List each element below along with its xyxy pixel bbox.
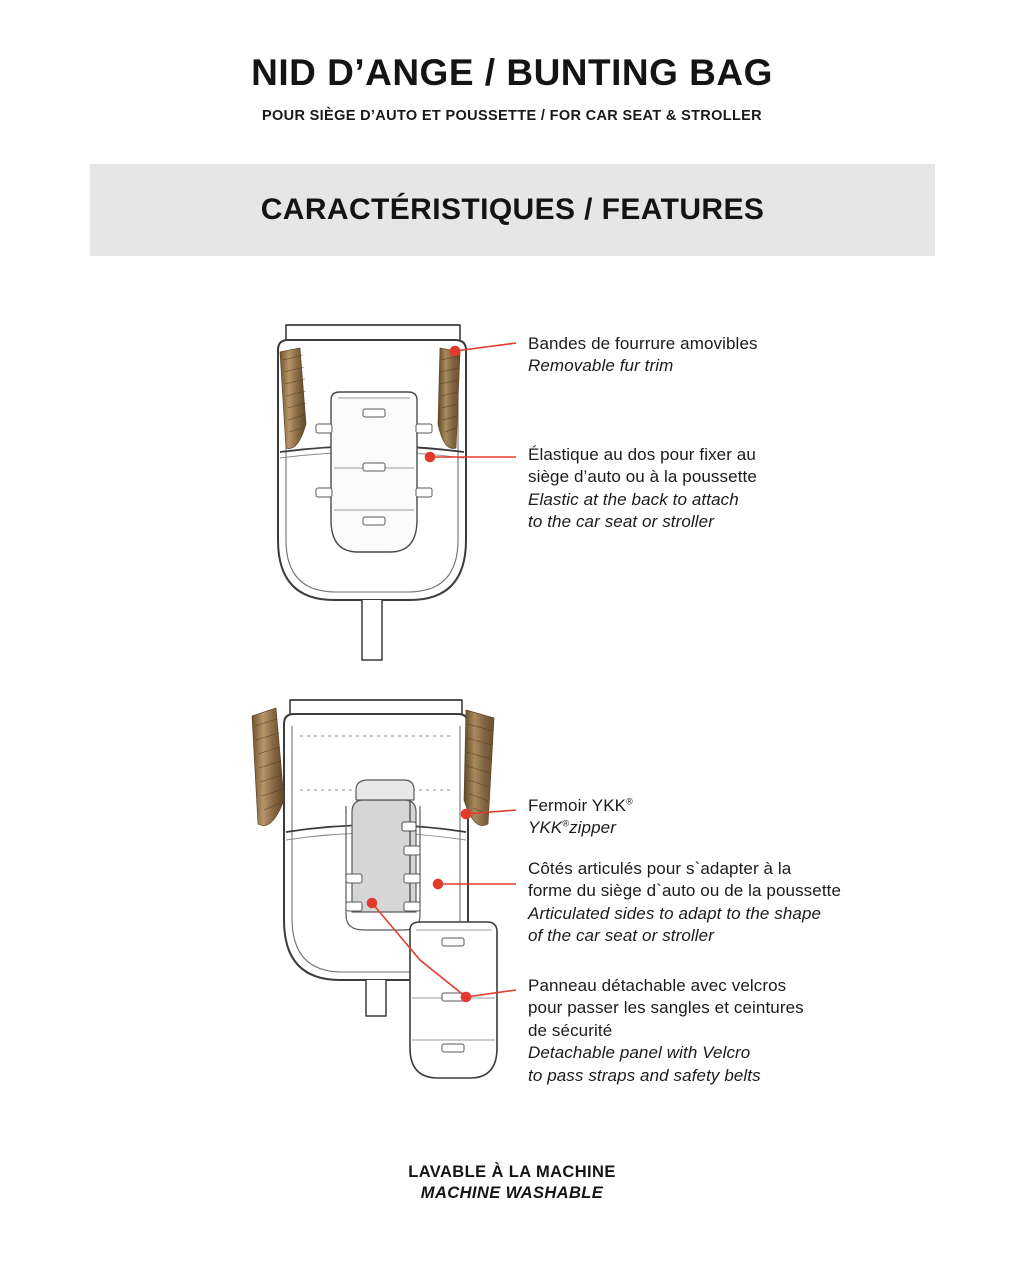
callout-zipper-en-row <box>528 817 848 839</box>
callout-zipper-fr-row <box>528 795 848 817</box>
callout-ykk-zipper <box>528 795 848 840</box>
callout-panel-fr-2: pour passer les sangles et ceintures <box>528 998 804 1018</box>
bunting-bag-front-illustration <box>278 325 466 660</box>
footer-care-fr: LAVABLE À LA MACHINE <box>408 1163 616 1181</box>
fur-trim-left-open <box>252 708 284 826</box>
callout-panel-fr-1: Panneau détachable avec velcros <box>528 976 787 995</box>
callout-elastic-en-1: Elastic at the back to attach <box>528 489 739 509</box>
callout-sides-fr-2: forme du siège d`auto ou de la poussette <box>528 881 842 901</box>
callout-fur-fr: Bandes de fourrure amovibles <box>528 334 758 353</box>
callout-sides-fr-1: Côtés articulés pour s`adapter à la <box>528 859 792 878</box>
bunting-bag-open-illustration <box>252 700 497 1078</box>
callout-articulated-sides <box>528 858 888 948</box>
callout-elastic-en-2: to the car seat or stroller <box>528 512 714 532</box>
callout-panel-en-2: to pass straps and safety belts <box>528 1065 761 1085</box>
callout-detachable-panel <box>528 975 878 1087</box>
page-subtitle: POUR SIÈGE D’AUTO ET POUSSETTE / FOR CAR SEAT & STROLLER <box>261 108 763 124</box>
callout-elastic-fr-1: Élastique au dos pour fixer au <box>528 445 756 464</box>
registered-mark-icon: ® <box>626 796 633 807</box>
footer <box>0 1163 1024 1203</box>
registered-mark-icon-2: ® <box>562 818 570 829</box>
callout-leader-lines <box>368 343 517 1002</box>
fur-trim-right-open <box>464 710 494 826</box>
callout-sides-en-1: Articulated sides to adapt to the shape <box>528 903 822 923</box>
page-title: NID D’ANGE / BUNTING BAG <box>251 52 773 93</box>
callout-elastic-back <box>528 444 868 534</box>
fur-trim-right <box>438 348 460 449</box>
callout-panel-en-1: Detachable panel with Velcro <box>528 1043 751 1063</box>
features-band <box>90 164 935 256</box>
callout-sides-en-2: of the car seat or stroller <box>528 926 714 946</box>
footer-care-en: MACHINE WASHABLE <box>420 1184 604 1202</box>
features-band-title: CARACTÉRISTIQUES / FEATURES <box>260 193 765 226</box>
callout-zipper-fr: Fermoir YKK <box>528 796 627 815</box>
callout-zipper-en-rest: zipper <box>569 818 616 838</box>
callout-fur-en: Removable fur trim <box>528 356 674 376</box>
callout-removable-fur-trim <box>528 333 858 378</box>
fur-trim-left <box>280 348 306 449</box>
detachable-panel <box>410 922 497 1078</box>
callout-elastic-fr-2: siège d’auto ou à la poussette <box>528 467 757 487</box>
callout-zipper-en: YKK <box>528 818 563 838</box>
callout-panel-fr-3: de sécurité <box>528 1020 613 1040</box>
